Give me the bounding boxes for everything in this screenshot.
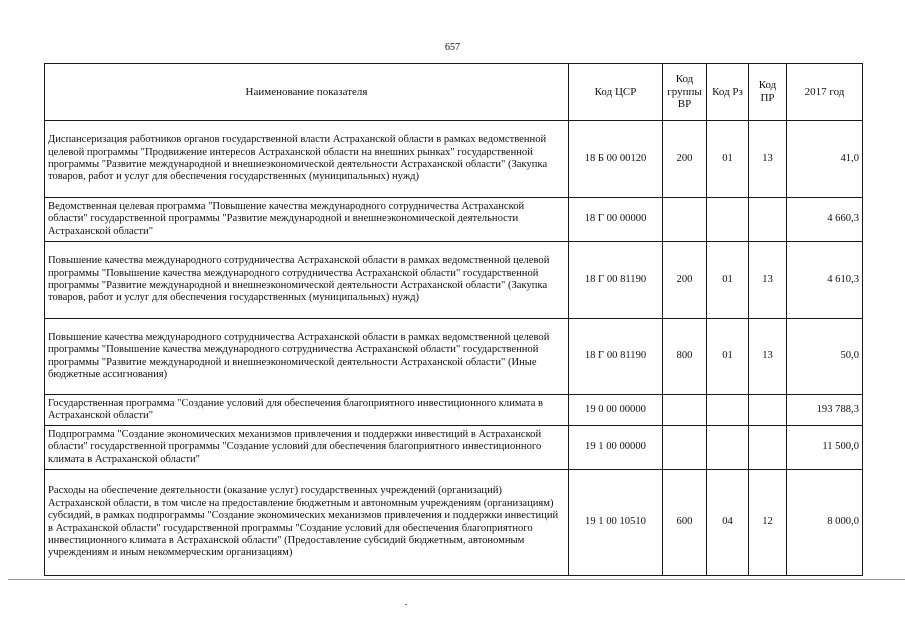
row-rz: 01 <box>707 319 749 395</box>
row-amount: 41,0 <box>787 121 863 198</box>
row-name: Ведомственная целевая программа "Повышение качества международного сотрудничества Астраханской области" государственной программы "Развитие международной и внешнеэкономической деятельности Астраханской области" <box>45 198 569 242</box>
row-name: Диспансеризация работников органов государственной власти Астраханской области в рамках ведомственной целевой программы "Продвижение интересов Астраханской области на внешних рынках" государственной программы "Развитие международной и внешнеэкономической деятельности Астраханской области" (Закупка товаров, работ и услуг для обеспечения государственных (муниципальных) нужд) <box>45 121 569 198</box>
row-vr <box>663 426 707 470</box>
header-year: 2017 год <box>787 64 863 121</box>
row-pr: 13 <box>749 242 787 319</box>
row-rz <box>707 395 749 426</box>
page-bottom-rule <box>8 579 905 580</box>
row-csr: 18 Г 00 81190 <box>569 242 663 319</box>
row-vr: 200 <box>663 242 707 319</box>
row-pr: 13 <box>749 319 787 395</box>
header-vr: Код группы ВР <box>663 64 707 121</box>
row-pr <box>749 426 787 470</box>
table-row <box>45 121 863 198</box>
row-csr: 19 1 00 00000 <box>569 426 663 470</box>
budget-table <box>44 63 863 576</box>
page-number: 657 <box>445 42 460 53</box>
row-vr <box>663 198 707 242</box>
row-pr <box>749 395 787 426</box>
row-vr: 600 <box>663 470 707 576</box>
row-vr: 200 <box>663 121 707 198</box>
row-csr: 19 1 00 10510 <box>569 470 663 576</box>
table-row <box>45 395 863 426</box>
row-amount: 11 500,0 <box>787 426 863 470</box>
row-name: Повышение качества международного сотрудничества Астраханской области в рамках ведомственной целевой программы "Повышение качества международного сотрудничества Астраханской области" государственной программы "Развитие международной и внешнеэкономической деятельности Астраханской области" (Закупка товаров, работ и услуг для обеспечения государственных (муниципальных) нужд) <box>45 242 569 319</box>
row-name: Подпрограмма "Создание экономических механизмов привлечения и поддержки инвестиций в Астраханской области" государственной программы "Создание условий для обеспечения благоприятного инвестиционного климата в Астраханской области" <box>45 426 569 470</box>
table-header-row <box>45 64 863 121</box>
row-csr: 18 Б 00 00120 <box>569 121 663 198</box>
table-row <box>45 426 863 470</box>
row-vr <box>663 395 707 426</box>
row-pr: 13 <box>749 121 787 198</box>
row-amount: 4 660,3 <box>787 198 863 242</box>
row-rz <box>707 198 749 242</box>
row-csr: 18 Г 00 00000 <box>569 198 663 242</box>
header-pr: Код ПР <box>749 64 787 121</box>
row-pr: 12 <box>749 470 787 576</box>
row-rz: 04 <box>707 470 749 576</box>
row-rz: 01 <box>707 121 749 198</box>
row-pr <box>749 198 787 242</box>
table-row <box>45 242 863 319</box>
row-amount: 8 000,0 <box>787 470 863 576</box>
table-row <box>45 319 863 395</box>
row-name: Государственная программа "Создание условий для обеспечения благоприятного инвестиционного климата в Астраханской области" <box>45 395 569 426</box>
row-amount: 193 788,3 <box>787 395 863 426</box>
header-name: Наименование показателя <box>45 64 569 121</box>
row-name: Повышение качества международного сотрудничества Астраханской области в рамках ведомственной целевой программы "Повышение качества международного сотрудничества Астраханской области" государственной программы "Развитие международной и внешнеэкономической деятельности Астраханской области" (Иные бюджетные ассигнования) <box>45 319 569 395</box>
row-rz: 01 <box>707 242 749 319</box>
table-row <box>45 470 863 576</box>
row-vr: 800 <box>663 319 707 395</box>
header-rz: Код Рз <box>707 64 749 121</box>
row-csr: 19 0 00 00000 <box>569 395 663 426</box>
row-amount: 50,0 <box>787 319 863 395</box>
row-amount: 4 610,3 <box>787 242 863 319</box>
scan-speck <box>405 604 407 605</box>
row-csr: 18 Г 00 81190 <box>569 319 663 395</box>
row-name: Расходы на обеспечение деятельности (оказание услуг) государственных учреждений (организаций) Астраханской области, в том числе на предоставление бюджетным и автономным учреждениям (организациям) субсидий, в рамках подпрограммы "Создание экономических механизмов привлечения и поддержки инвестиций в Астраханской области" государственной программы "Создание условий для обеспечения благоприятного инвестиционного климата в Астраханской области" (Предоставление субсидий бюджетным, автономным учреждениям и иным некоммерческим организациям) <box>45 470 569 576</box>
header-csr: Код ЦСР <box>569 64 663 121</box>
table-row <box>45 198 863 242</box>
row-rz <box>707 426 749 470</box>
